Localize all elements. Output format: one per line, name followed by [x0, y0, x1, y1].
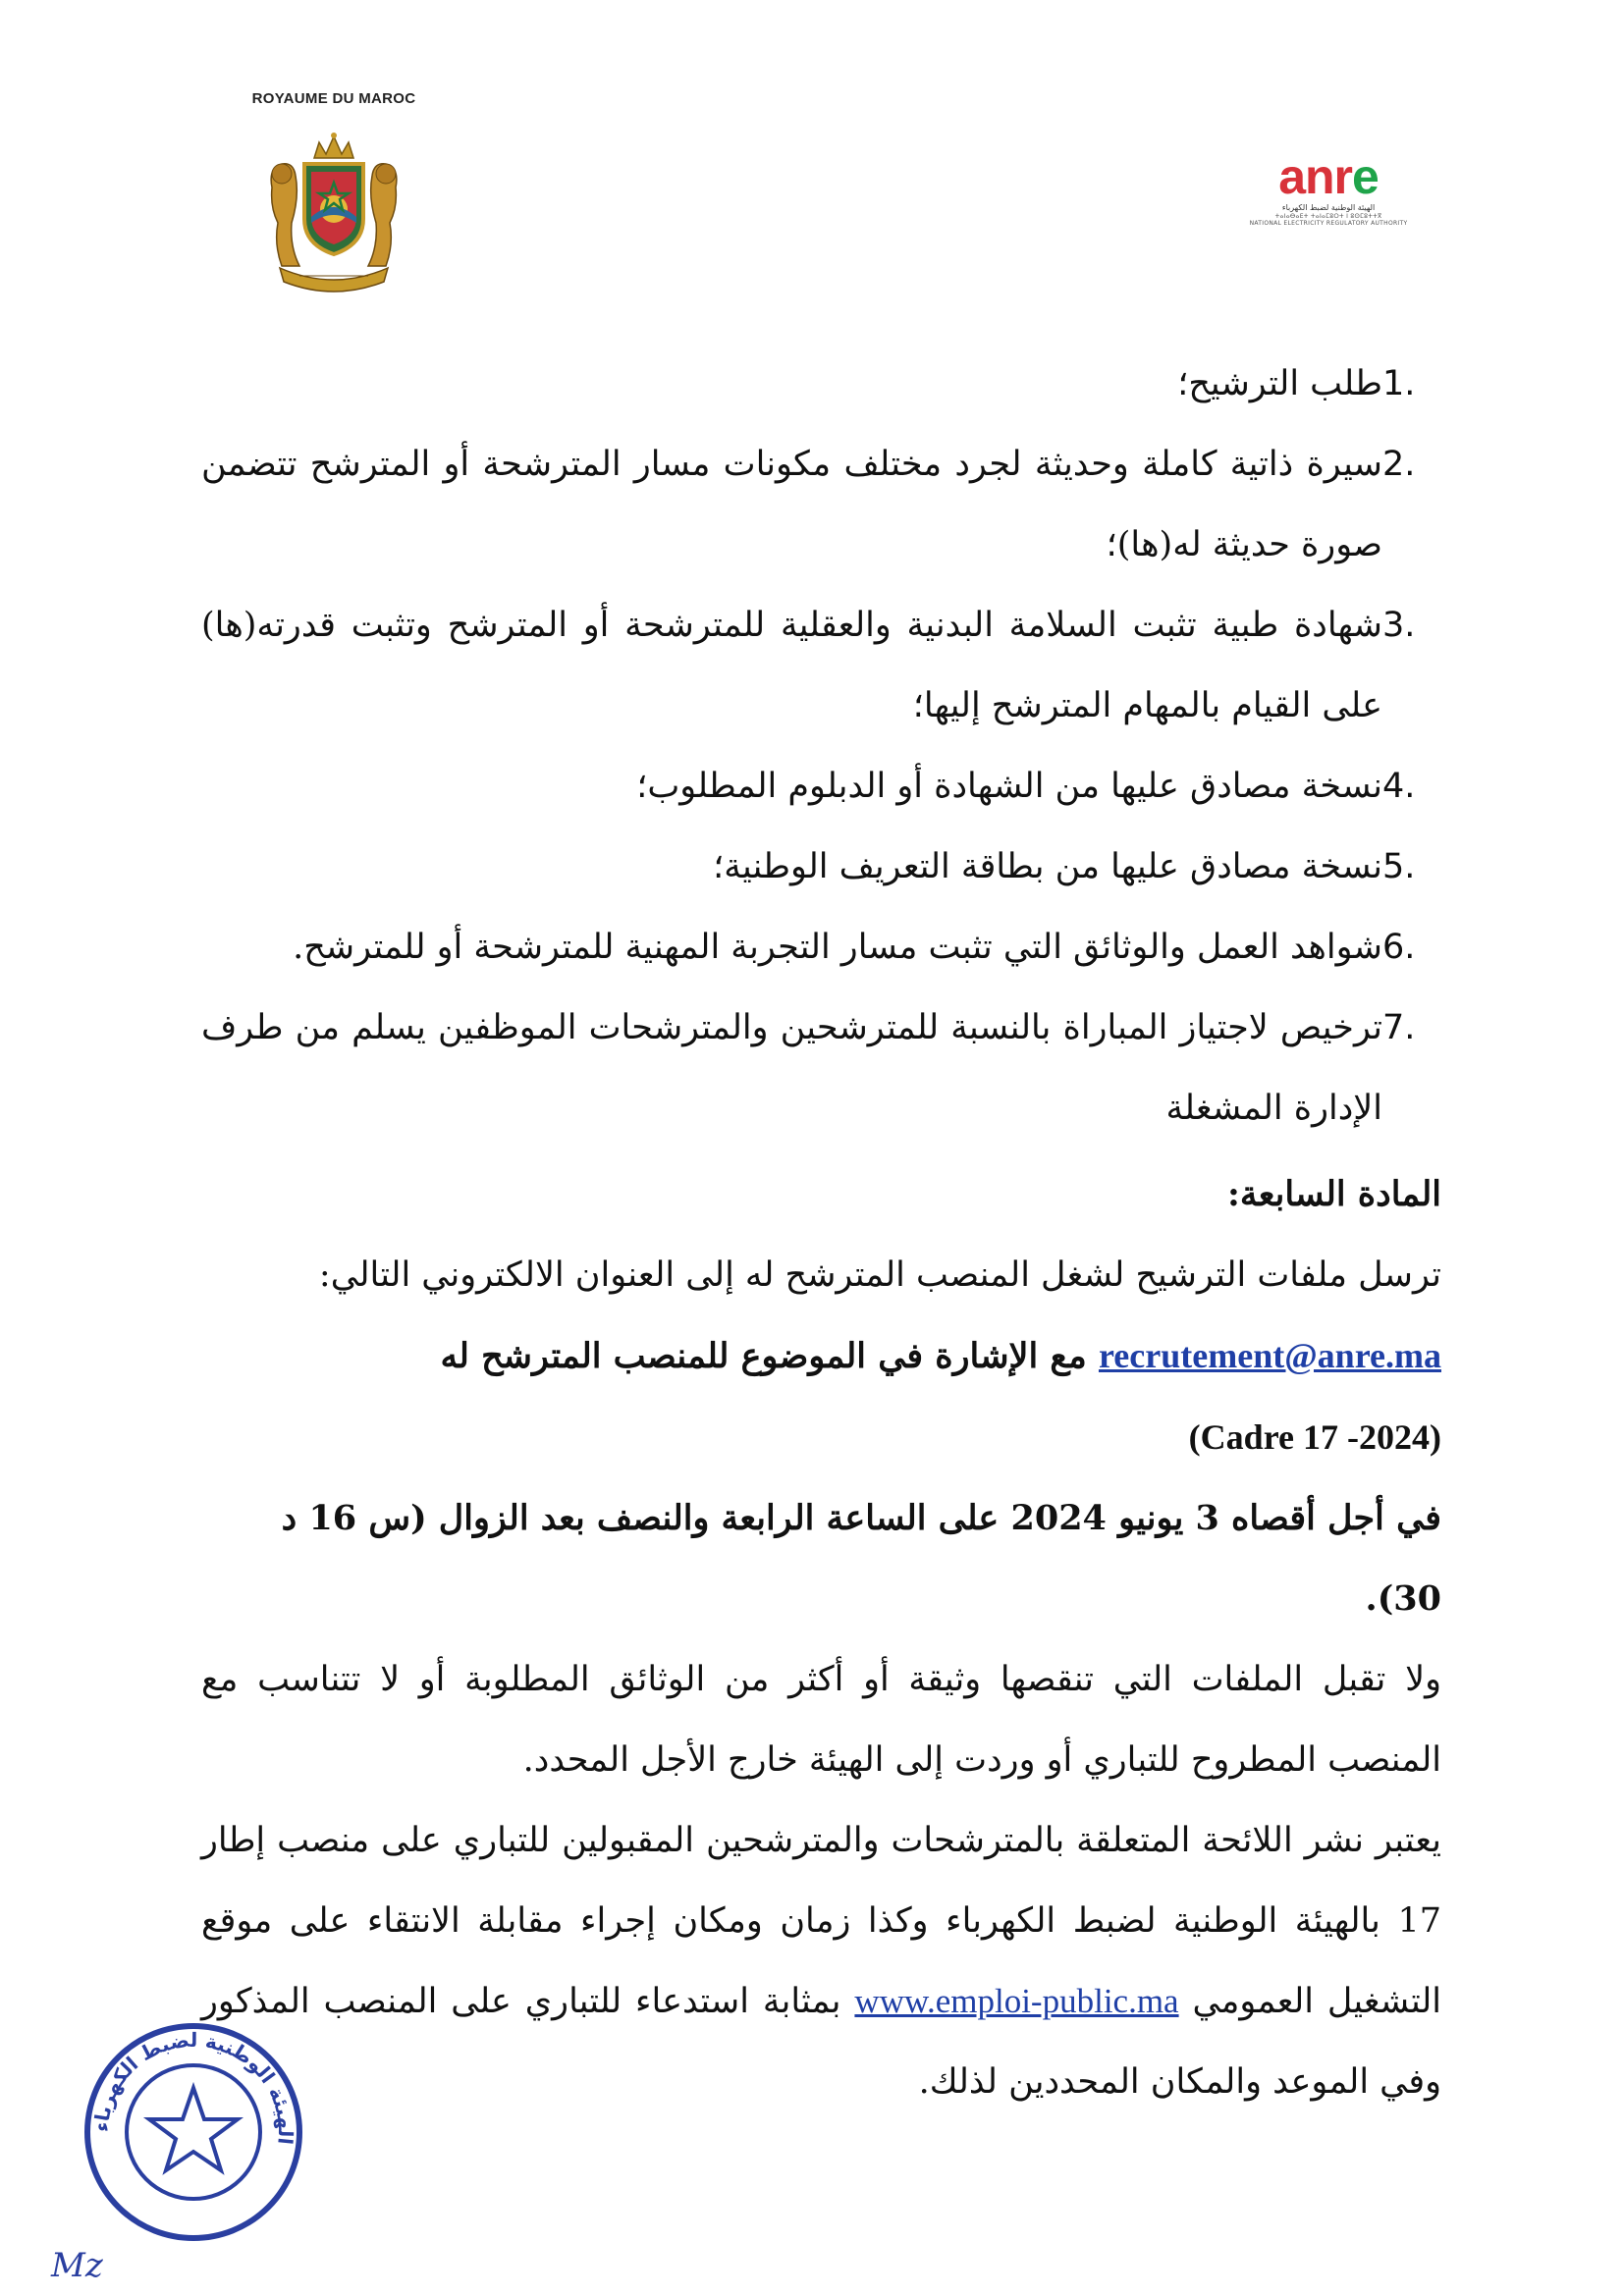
stamp-text: الهيئة الوطنية لضبط الكهرباء: [88, 2027, 298, 2146]
list-item: 3. شهادة طبية تثبت السلامة البدنية والعقلية للمترشحة أو المترشح وتثبت قدرته(ها) على القيام بالمهام المترشح إليها؛: [201, 606, 1416, 725]
rejection-clause: ولا تقبل الملفات التي تنقصها وثيقة أو أكثر من الوثائق المطلوبة أو لا تتناسب مع المنصب المطروح للتباري أو وردت إلى الهيئة خارج الأجل المحدد.: [201, 1660, 1441, 1780]
anre-logo-subtitle-ar: الهيئة الوطنية لضبط الكهرباء: [1281, 203, 1376, 212]
email-subject-note: مع الإشارة في الموضوع للمنصب المترشح له: [440, 1336, 1087, 1376]
signature-initials: Mz: [51, 2246, 103, 2285]
position-reference: (Cadre 17 -2024): [1188, 1417, 1441, 1457]
email-link[interactable]: recrutement@anre.ma: [1098, 1336, 1441, 1375]
morocco-coat-of-arms-icon: [206, 129, 461, 299]
required-documents-list: [201, 344, 1441, 1148]
anre-logo: [1230, 149, 1427, 228]
anre-logo-subtitle-en: NATIONAL ELECTRICITY REGULATORY AUTHORITY: [1249, 220, 1408, 228]
article-title: المادة السابعة:: [1227, 1174, 1441, 1214]
publication-clause: يعتبر نشر اللائحة المتعلقة بالمترشحات والمترشحين المقبولين للتباري على منصب إطار 17 بالهيئة الوطنية لضبط الكهرباء وكذا زمان ومكان إجراء مقابلة الانتقاء على موقع التشغيل العمومي www.emploi-public.ma بمثابة استدعاء للتباري على المنصب المذكور وفي الموعد والمكان المحددين لذلك.: [201, 1821, 1441, 2102]
list-item: 7. ترخيص لاجتياز المباراة بالنسبة للمترشحين والمترشحات الموظفين يسلم من طرف الإدارة المشغلة: [201, 1008, 1416, 1128]
header-left: [206, 90, 461, 299]
anre-logo-subtitle-tifinagh: ⵜⴰⵏⴰⴱⴰⴹⵜ ⵜⴰⵏⴰⵎⵓⵔⵜ ⵏ ⵓⵙⵎⵓⵜⵜⴳ: [1274, 213, 1382, 221]
submission-intro: ترسل ملفات الترشيح لشغل المنصب المترشح له إلى العنوان الالكتروني التالي:: [318, 1255, 1441, 1295]
kingdom-title: ROYAUME DU MAROC: [251, 90, 416, 107]
deadline: في أجل أقصاه 3 يونيو 2024 على الساعة الرابعة والنصف بعد الزوال (س 16 د 30).: [281, 1498, 1441, 1619]
list-item: 4. نسخة مصادق عليها من الشهادة أو الدبلوم المطلوب؛: [636, 767, 1416, 806]
official-stamp-icon: [79, 2017, 309, 2248]
list-item: 2. سيرة ذاتية كاملة وحديثة لجرد مختلف مكونات مسار المترشحة أو المترشح تتضمن صورة حديثة له(ها)؛: [201, 445, 1416, 564]
reference-line: [201, 1397, 1441, 1478]
anre-logo-word: anre: [1278, 149, 1379, 204]
list-item: 5. نسخة مصادق عليها من بطاقة التعريف الوطنية؛: [713, 847, 1416, 886]
list-item: 1. طلب الترشيح؛: [1177, 364, 1416, 403]
document-body: [201, 344, 1441, 2122]
email-line: [201, 1315, 1441, 1397]
website-link[interactable]: www.emploi-public.ma: [854, 1982, 1179, 2020]
list-item: 6. شواهد العمل والوثائق التي تثبت مسار التجربة المهنية للمترشحة أو للمترشح.: [293, 928, 1416, 967]
